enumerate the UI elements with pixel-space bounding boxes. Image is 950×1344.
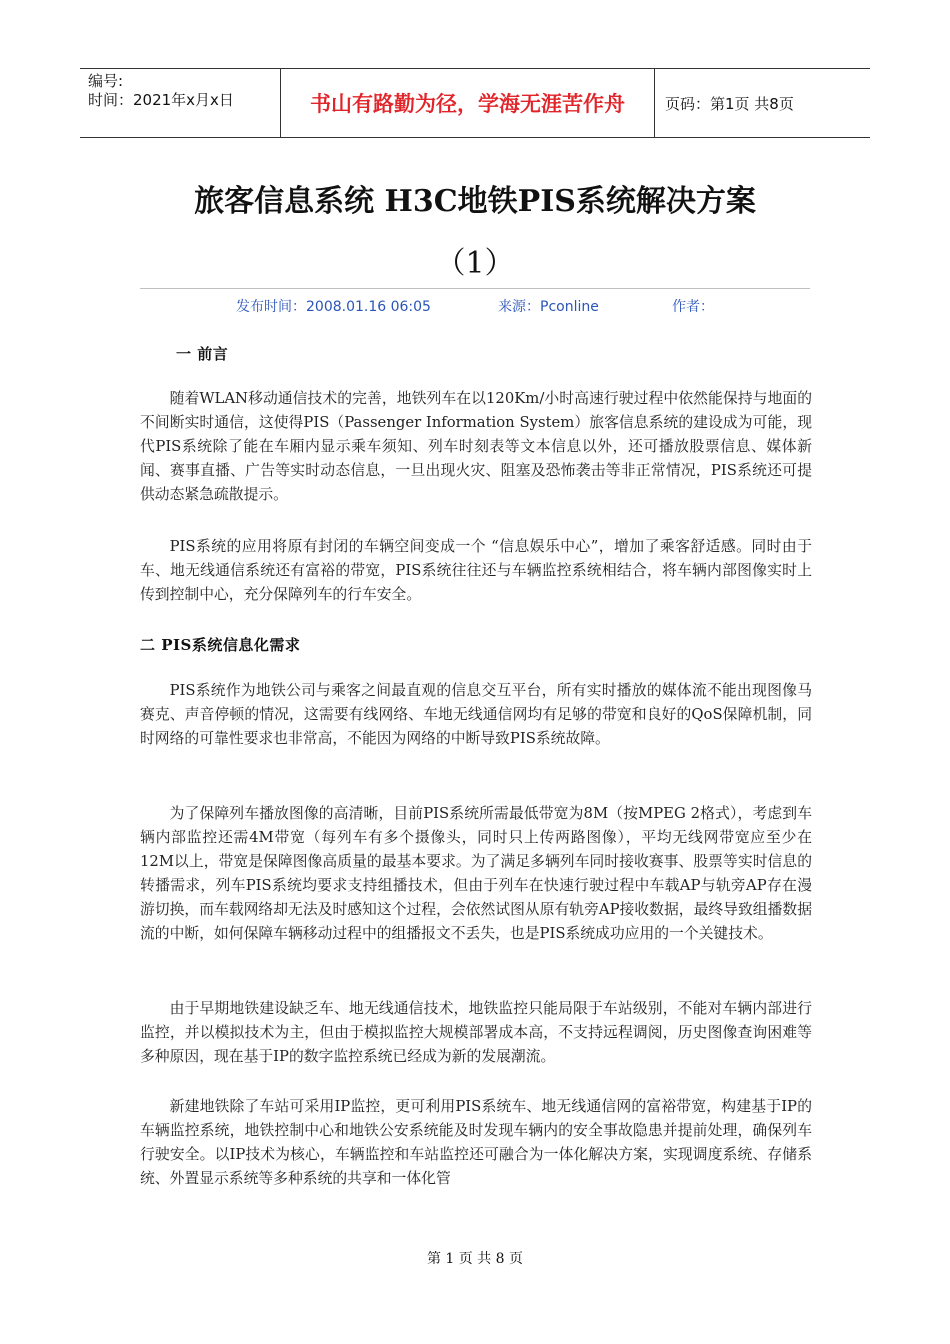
header-motto: 书山有路勤为径，学海无涯苦作舟: [281, 69, 655, 137]
header-page-info: 页码：第1页 共8页: [665, 94, 794, 113]
document-number-label: 编号:: [88, 72, 124, 90]
publish-time: 发布时间：2008.01.16 06:05: [236, 299, 431, 315]
document-header: [80, 68, 870, 138]
page-footer: 第 1 页 共 8 页: [426, 1251, 524, 1267]
paragraph: 新建地铁除了车站可采用IP监控，更可利用PIS系统车、地无线通信网的富裕带宽，构建基于IP的车辆监控系统，地铁控制中心和地铁公安系统能及时发现车辆内的安全事故隐患并提前处理，确保列车行驶安全。以IP技术为核心，车辆监控和车站监控还可融合为一体化解决方案，实现调度系统、存储系统、外置显示系统等多种系统的共享和一体化管: [140, 1098, 812, 1187]
author: 作者：: [672, 299, 714, 315]
header-left-cell: [80, 69, 281, 137]
paragraph: 为了保障列车播放图像的高清晰，目前PIS系统所需最低带宽为8M（按MPEG 2格式），考虑到车辆内部监控还需4M带宽（每列车有多个摄像头，同时只上传两路图像），平均无线网带宽应至少在12M以上，带宽是保障图像高质量的最基本要求。为了满足多辆列车同时接收赛事、股票等实时信息的转播需求，列车PIS系统均要求支持组播技术，但由于列车在快速行驶过程中车载AP与轨旁AP存在漫游切换，而车载网络却无法及时感知这个过程，会依然试图从原有轨旁AP接收数据，最终导致组播数据流的中断，如何保障车辆移动过程中的组播报文不丢失，也是PIS系统成功应用的一个关键技术。: [140, 805, 812, 942]
section-heading-preface: 一 前言: [176, 345, 229, 363]
paragraph: PIS系统的应用将原有封闭的车辆空间变成一个 “信息娱乐中心”，增加了乘客舒适感。同时由于车、地无线通信系统还有富裕的带宽，PIS系统往往还与车辆监控系统相结合，将车辆内部图像实时上传到控制中心，充分保障列车的行车安全。: [140, 538, 812, 603]
paragraph: 由于早期地铁建设缺乏车、地无线通信技术，地铁监控只能局限于车站级别，不能对车辆内部进行监控，并以模拟技术为主，但由于模拟监控大规模部署成本高，不支持远程调阅，历史图像查询困难等多种原因，现在基于IP的数字监控系统已经成为新的发展潮流。: [140, 1000, 812, 1065]
paragraph: PIS系统作为地铁公司与乘客之间最直观的信息交互平台，所有实时播放的媒体流不能出现图像马赛克、声音停顿的情况，这需要有线网络、车地无线通信网均有足够的带宽和良好的QoS保障机制，同时网络的可靠性要求也非常高，不能因为网络的中断导致PIS系统故障。: [140, 682, 812, 747]
section-heading-requirements: 二 PIS系统信息化需求: [140, 636, 301, 654]
document-title: 旅客信息系统 H3C地铁PIS系统解决方案: [194, 184, 756, 219]
title-divider: [140, 288, 810, 289]
paragraph: 随着WLAN移动通信技术的完善，地铁列车在以120Km/小时高速行驶过程中依然能保持与地面的不间断实时通信，这使得PIS（Passenger Information System）旅客信息系统的建设成为可能，现代PIS系统除了能在车厢内显示乘车须知、列车时刻表等文本信息以外，还可播放股票信息、媒体新闻、赛事直播、广告等实时动态信息，一旦出现火灾、阻塞及恐怖袭击等非正常情况，PIS系统还可提供动态紧急疏散提示。: [140, 390, 812, 503]
source: 来源：Pconline: [498, 299, 599, 315]
document-title-part: （1）: [435, 246, 515, 281]
document-time-label: 时间：2021年x月x日: [88, 91, 234, 109]
